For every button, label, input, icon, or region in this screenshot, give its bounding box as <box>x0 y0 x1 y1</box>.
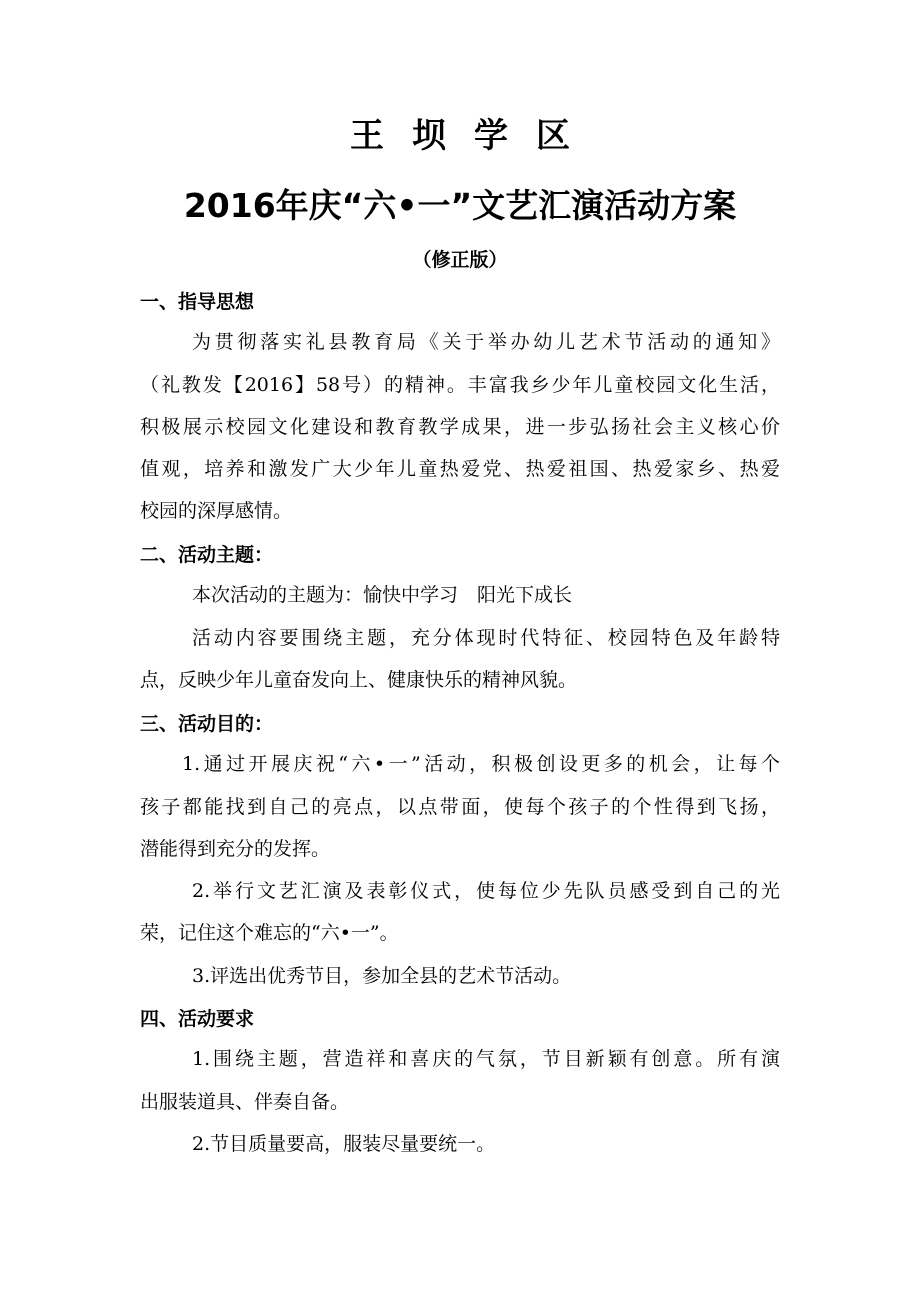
paragraph-line: 潜能得到充分的发挥。 <box>140 838 331 860</box>
paragraph-line: 孩子都能找到自己的亮点，以点带面，使每个孩子的个性得到飞扬， <box>140 796 780 818</box>
paragraph-line: 1.围绕主题，营造祥和喜庆的气氛，节目新颖有创意。所有演 <box>192 1048 780 1070</box>
paragraph-line: 校园的深厚感情。 <box>140 500 293 522</box>
paragraph-line: 活动内容要围绕主题，充分体现时代特征、校园特色及年龄特 <box>192 627 780 649</box>
main-title: 2016年庆“六•一”文艺汇演活动方案 <box>183 186 737 225</box>
paragraph-line: （礼教发【2016】58号）的精神。丰富我乡少年儿童校园文化生活， <box>140 374 780 396</box>
paragraph-line: 1.通过开展庆祝“六•一”活动，积极创设更多的机会，让每个 <box>182 753 780 775</box>
paragraph-line: 积极展示校园文化建设和教育教学成果，进一步弘扬社会主义核心价 <box>140 416 780 438</box>
paragraph-line: 出服装道具、伴奏自备。 <box>140 1091 350 1113</box>
paragraph-line: 本次活动的主题为：愉快中学习 阳光下成长 <box>192 584 573 606</box>
version-note: （修正版） <box>412 249 508 271</box>
paragraph-line: 2.节目质量要高，服装尽量要统一。 <box>192 1133 496 1155</box>
paragraph-line: 3.评选出优秀节目，参加全县的艺术节活动。 <box>192 965 572 987</box>
section-heading-requirements: 四、活动要求 <box>140 1008 255 1030</box>
org-title: 王坝学区 <box>350 116 598 156</box>
paragraph-line: 2.举行文艺汇演及表彰仪式，使每位少先队员感受到自己的光 <box>192 880 780 902</box>
paragraph-line: 点，反映少年儿童奋发向上、健康快乐的精神风貌。 <box>140 669 578 691</box>
paragraph-line: 值观，培养和激发广大少年儿童热爱党、热爱祖国、热爱家乡、热爱 <box>140 458 780 480</box>
section-heading-guiding-thought: 一、指导思想 <box>140 291 255 313</box>
paragraph-line: 为贯彻落实礼县教育局《关于举办幼儿艺术节活动的通知》 <box>192 331 780 353</box>
paragraph-line: 荣，记住这个难忘的“六•一”。 <box>140 922 399 944</box>
section-heading-purpose: 三、活动目的： <box>140 713 274 735</box>
section-heading-theme: 二、活动主题： <box>140 544 274 566</box>
